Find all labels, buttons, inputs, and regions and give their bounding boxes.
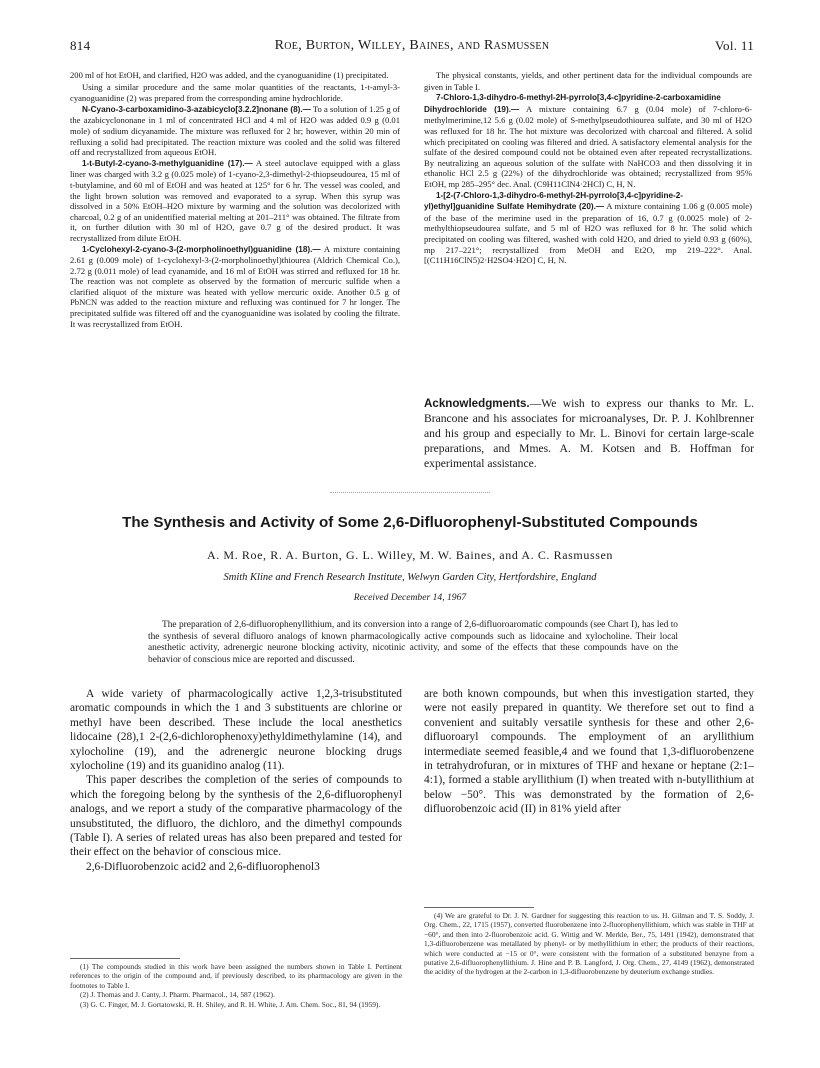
- page-number: 814: [70, 38, 91, 53]
- experimental-left-column: [70, 70, 400, 329]
- section-divider: [330, 492, 490, 493]
- paragraph: 7-Chloro-1,3-dihydro-6-methyl-2H-pyrrolo[3,4-c]pyridine-2-carboxamidine Dihydrochloride (19).— A mixture containing 6.7 g (0.04 mole) of 7-chloro-6-methylmerimine,12 5.6 g (0.02 mole) of S-methylpseudothiourea sulfate, and 30 ml of H2O was refluxed for 18 hr. The hot mixture was decolorized with charcoal and filtered. A solid which precipitated on cooling was filtered and dried. A satisfactory elemental analysis for the sulfate of the desired compound could not be obtained even after repeated recrystallizations. By neutralizing an aqueous solution of the sulfate with NaHCO3 and then dissolving it in ethanolic HCl 2.5 g (22%) of the dihydrochloride was obtained; recrystallized from 95% EtOH, mp 285–295° dec. Anal. (C9H11ClN4·2HCl) C, H, N.: [424, 93, 752, 189]
- body-paragraph: 2,6-Difluorobenzoic acid2 and 2,6-difluorophenol3: [86, 860, 320, 873]
- abstract: The preparation of 2,6-difluorophenyllithium, and its conversion into a range of 2,6-difluoroaromatic compounds (see Chart I), has led to the synthesis of several difluoro analogs of known pharmacologically active compounds such as lidocaine and xylocholine. Their local anesthetic activity, adrenergic neurone blocking activity, nicotinic activity, and some of the effects that these compounds have on the behavior of conscious mice are reported and discussed.: [148, 620, 678, 665]
- body-paragraph: This paper describes the completion of the series of compounds to which the foregoing belong by the synthesis of the 2,6-difluorophenyl analogs, and we report a study of the comparative pharmacology of the unsubstituted, the difluoro, the dichloro, and the dimethyl compounds (Table I). A series of related ureas has also been prepared and tested for their effect on the behavior of conscious mice.: [70, 774, 402, 859]
- acknowledgments: [424, 396, 754, 471]
- body-left-column: [70, 687, 402, 874]
- footnote-rule: [70, 958, 180, 959]
- paragraph: 1-[2-(7-Chloro-1,3-dihydro-6-methyl-2H-pyrrolo[3,4-c]pyridine-2-yl)ethyl]guanidine Sulfate Hemihydrate (20).— A mixture containing 1.06 g (0.005 mole) of the base of the merimine used in the preparation of 16, 0.7 g (0.0025 mole) of 2-methylthiopseudourea sulfate, and 5 ml of H2O was refluxed for 8 hr. The solid which precipitated on cooling was filtered, washed with cold H2O, and dried to yield 0.93 g (60%), mp 217–221°; recrystallized from MeOH and Et2O, mp 219–222°. Anal. [(C11H16ClN5)2·H2SO4·H2O] C, H, N.: [424, 190, 752, 266]
- footnote: (3) G. C. Finger, M. J. Gortatowski, R. H. Shiley, and R. H. White, J. Am. Chem. Soc., 81, 94 (1959).: [80, 999, 381, 1009]
- body-paragraph: A wide variety of pharmacologically active 1,2,3-trisubstituted aromatic compounds in which the 1 and 3 substituents are chlorine or methyl have been described. These include the local anesthetics lidocaine (28),1 2-(2,6-dichlorophenoxy)ethyldimethylamine (14), and xylocholine (19), and the adrenergic neurone blocking drugs xylocholine (19) and its guanidino analog (11).: [70, 688, 402, 773]
- footnote-rule: [424, 907, 534, 908]
- acknowledgments-heading: Acknowledgments.: [424, 397, 530, 410]
- footnotes-left: [70, 962, 402, 1009]
- volume-label: Vol. 11: [715, 38, 754, 53]
- paragraph: The physical constants, yields, and other pertinent data for the individual compounds are given in Table I.: [424, 70, 752, 92]
- article-title: The Synthesis and Activity of Some 2,6-Difluorophenyl-Substituted Compounds: [122, 514, 698, 531]
- experimental-right-column: [424, 70, 752, 266]
- footnote: (4) We are grateful to Dr. J. N. Gardner for suggesting this reaction to us. H. Gilman and T. S. Soddy, J. Org. Chem., 22, 1715 (1957), converted fluorobenzene into 2-fluorophenyllithium, which was stable in THF at −60°, and then into 2-fluorobenzoic acid. G. Wittig and W. Merkle, Ber., 75, 1491 (1942), demonstrated that 1,3-difluorobenzene was metallated by phenyl- or by methyllithium in ether; the products of their reactions, which were conducted at −15 or 0°, were consistent with the formation of a substituted benzyne from a putative 2,6-difluorophenyllithium. J. Hine and P. B. Langford, J. Org. Chem., 27, 4149 (1962), demonstrated the acidity of the hydrogen at the 2-carbon in 1,3-difluorobenzene by deuterium exchange studies.: [424, 911, 754, 977]
- footnote: (2) J. Thomas and J. Canty, J. Pharm. Pharmacol., 14, 587 (1962).: [80, 990, 275, 1000]
- body-right-column: [424, 687, 754, 817]
- body-paragraph: are both known compounds, but when this investigation started, they were not easily prepared in quantity. We therefore set out to find a convenient and suitably versatile synthesis for these and other 2,6-difluoroaryl compounds. The employment of an aryllithium intermediate seemed feasible,4 and we found that 1,3-difluorobenzene in tetrahydrofuran, or in mixtures of THF and hexane or heptane (2:1–4:1), formed a stable aryllithium (I) when treated with n-butyllithium at below −50°. This was demonstrated by the formation of 2,6-difluorobenzoic acid (II) in 81% yield after: [424, 688, 754, 816]
- article-authors: A. M. Roe, R. A. Burton, G. L. Willey, M. W. Baines, and A. C. Rasmussen: [206, 548, 614, 562]
- acknowledgments-text: —We wish to express our thanks to Mr. L. Brancone and his associates for microanalyses, Dr. P. J. Kohlbrenner and his group and especially to Mr. L. Binovi for certain large-scale preparations, and Mmes. A. M. Kotsen and B. Hoffman for experimental assistance.: [424, 397, 754, 470]
- footnote: (1) The compounds studied in this work have been assigned the numbers shown in Table I. Pertinent references to the origin of the compound and, if previously described, to its pharmacology are given in the footnotes to Table I.: [70, 962, 402, 990]
- article-affiliation: Smith Kline and French Research Institute, Welwyn Garden City, Hertfordshire, England: [223, 572, 597, 583]
- paragraph: 1-t-Butyl-2-cyano-3-methylguanidine (17).— A steel autoclave equipped with a glass liner was charged with 3.2 g (0.025 mole) of 1-cyano-2,3-dimethyl-2-thiopseudourea, 15 ml of t-butylamine, and 60 ml of EtOH and was heated at 125° for 6 hr. The vessel was cooled, and the light brown solution was removed and evaporated to a syrup. When this syrup was dissolved in a 50% EtOH–H2O mixture by warming and the solution was decolorized with charcoal, 0.2 g of an unidentified material melting at 201–211° was obtained. The filtrate from it, on further dilution with 30 ml of H2O, gave 0.7 g of the desired product. It was recrystallized from dilute EtOH.: [70, 157, 400, 243]
- footnotes-right: [424, 911, 754, 977]
- paragraph: Using a similar procedure and the same molar quantities of the reactants, 1-t-amyl-3-cyanoguanidine (2) was prepared from the corresponding amine hydrochloride.: [70, 81, 400, 104]
- running-header: [70, 38, 754, 56]
- paragraph: 1-Cyclohexyl-2-cyano-3-(2-morpholinoethyl)guanidine (18).— A mixture containing 2.61 g (0.009 mole) of 1-cyclohexyl-3-(2-morpholinoethyl)thiourea (Aldrich Chemical Co.), 2.72 g (0.011 mole) of lead cyanamide, and 16 ml of EtOH was stirred and refluxed for 18 hr. The reaction was not complete as observed by the formation of mercuric sulfide when a clarified aliquot of the mixture was heated with yellow mercuric oxide. Another 0.5 g of PbNCN was added to the reaction mixture and refluxing was continued for 7 hr longer. The precipitated sulfide was filtered off and the cyanoguanidine was isolated by cooling the filtrate. It was recrystallized from EtOH.: [70, 243, 400, 329]
- paragraph: 200 ml of hot EtOH, and clarified, H2O was added, and the cyanoguanidine (1) precipitated.: [70, 70, 389, 80]
- paragraph: N-Cyano-3-carboxamidino-3-azabicyclo[3.2.2]nonane (8).— To a solution of 1.25 g of the azabicyclononane in 1 ml of concentrated HCl and 4 ml of H2O was added 0.9 g (0.01 mole) of sodium dicyanamide. The mixture was refluxed for 2 hr; however, within 20 min of refluxing a solid had precipitated. The reaction mixture was cooled and the solid was filtered off and recrystallized from aqueous EtOH.: [70, 103, 401, 158]
- running-title: Roe, Burton, Willey, Baines, and Rasmussen: [274, 38, 550, 53]
- received-date: Received December 14, 1967: [353, 592, 467, 603]
